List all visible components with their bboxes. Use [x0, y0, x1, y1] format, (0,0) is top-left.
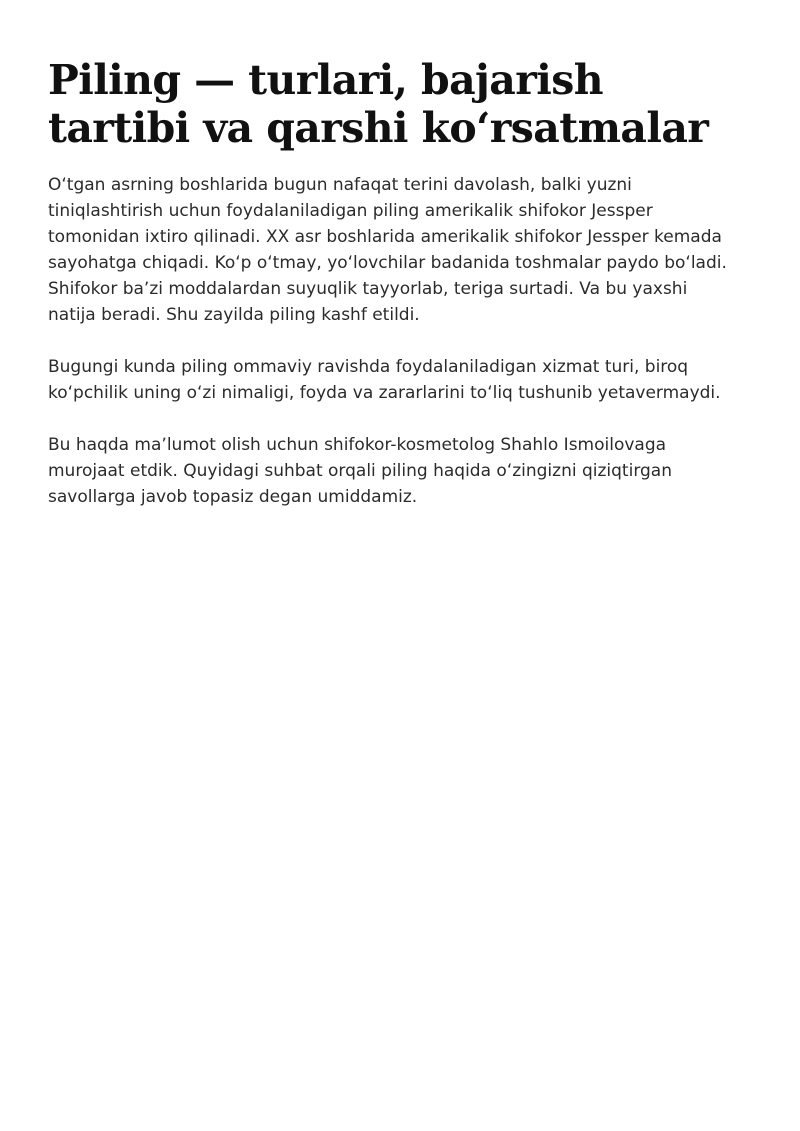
- article: [48, 56, 738, 536]
- article-body: [48, 172, 738, 510]
- paragraph-popularity: Bugungi kunda piling ommaviy ravishda foydalaniladigan xizmat turi, biroq koʻpchilik uning oʻzi nimaligi, foyda va zararlarini toʻliq tushunib yetavermaydi.: [48, 357, 721, 403]
- paragraph-interview: Bu haqda maʼlumot olish uchun shifokor-kosmetolog Shahlo Ismoilovaga murojaat etdik. Quyidagi suhbat orqali piling haqida oʻzingizni qiziqtirgan savollarga javob topasiz degan umiddamiz.: [48, 435, 672, 507]
- article-title: Piling — turlari, bajarish tartibi va qarshi koʻrsatmalar: [48, 56, 709, 152]
- paragraph-intro: Oʻtgan asrning boshlarida bugun nafaqat terini davolash, balki yuzni tiniqlashtirish uchun foydalaniladigan piling amerikalik shifokor Jessper tomonidan ixtiro qilinadi. XX asr boshlarida amerikalik shifokor Jessper kemada sayohatga chiqadi. Koʻp oʻtmay, yoʻlovchilar badanida toshmalar paydo boʻladi. Shifokor baʼzi moddalardan suyuqlik tayyorlab, teriga surtadi. Va bu yaxshi natija beradi. Shu zayilda piling kashf etildi.: [48, 175, 727, 325]
